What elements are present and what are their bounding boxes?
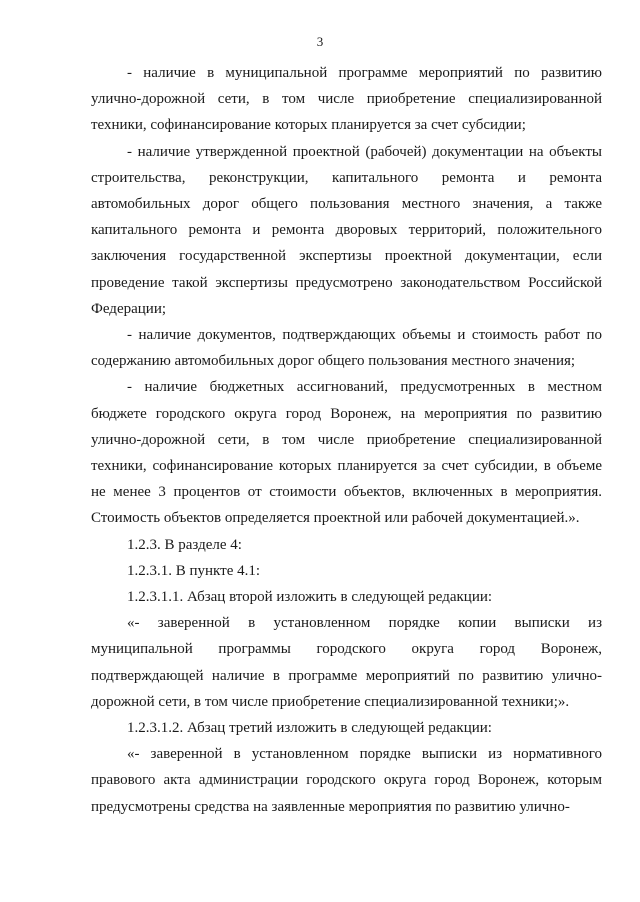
clause-1-2-3: 1.2.3. В разделе 4: [127, 536, 242, 553]
paragraph-budget-allocations: - наличие бюджетных ассигнований, предусмотренных в местном бюджете городского округа город Воронеж, на мероприятия по развитию улично-дорожной сети, в том числе приобретение специализированной техники, софинансирование которых планируется за счет субсидии, в объеме не менее 3 процентов от стоимости объектов, включенных в мероприятия. Стоимость объектов определяется проектной или рабочей документацией.». [91, 379, 602, 527]
paragraph-project-documentation: - наличие утвержденной проектной (рабочей) документации на объекты строительства, реконструкции, капитального ремонта и ремонта автомобильных дорог общего пользования местного значения, а также капитального ремонта и ремонта дворовых территорий, положительного заключения государственной экспертизы проектной документации, если проведение такой экспертизы предусмотрено законодательством Российской Федерации; [91, 143, 602, 317]
quote-legal-act-extract: «- заверенной в установленном порядке выписки из нормативного правового акта администрации городского округа город Воронеж, которым предусмотрены средства на заявленные мероприятия по развитию улично- [91, 746, 602, 815]
clause-1-2-3-1: 1.2.3.1. В пункте 4.1: [127, 562, 261, 579]
paragraph-maintenance-documents: - наличие документов, подтверждающих объемы и стоимость работ по содержанию автомобильных дорог общего пользования местного значения; [91, 327, 602, 370]
paragraph-municipal-program: - наличие в муниципальной программе мероприятий по развитию улично-дорожной сети, в том числе приобретение специализированной техники, софинансирование которых планируется за счет субсидии; [91, 65, 602, 134]
document-body [91, 60, 602, 820]
clause-1-2-3-1-1: 1.2.3.1.1. Абзац второй изложить в следующей редакции: [127, 589, 493, 606]
quote-program-extract: «- заверенной в установленном порядке копии выписки из муниципальной программы городского округа город Воронеж, подтверждающей наличие в программе мероприятий по развитию улично-дорожной сети, в том числе приобретение специализированной техники;». [91, 615, 602, 710]
clause-1-2-3-1-2: 1.2.3.1.2. Абзац третий изложить в следующей редакции: [127, 720, 492, 737]
page-number: 3 [316, 34, 324, 49]
